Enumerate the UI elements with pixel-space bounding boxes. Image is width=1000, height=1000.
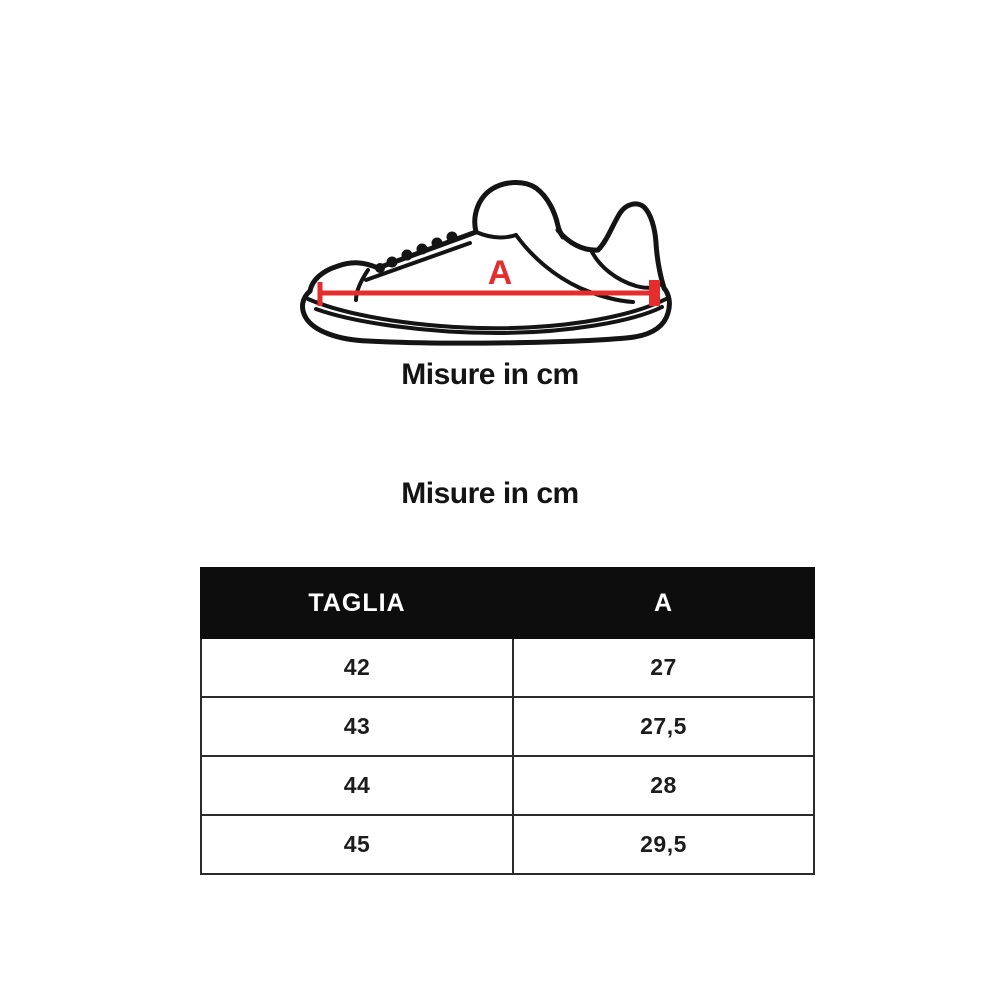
- column-header-a: A: [513, 568, 814, 638]
- shoe-diagram-svg: [290, 160, 690, 360]
- shoe-caption: Misure in cm: [401, 358, 579, 391]
- table-row: [201, 638, 814, 697]
- cell-taglia: 43: [201, 697, 513, 756]
- column-header-taglia: TAGLIA: [201, 568, 513, 638]
- cell-a: 27,5: [513, 697, 814, 756]
- cell-a: 27: [513, 638, 814, 697]
- cell-taglia: 42: [201, 638, 513, 697]
- measurement-arrow: [320, 282, 649, 306]
- shoe-outline: [303, 182, 670, 343]
- table-row: [201, 697, 814, 756]
- cell-a: 29,5: [513, 815, 814, 874]
- shoe-figure: [290, 160, 690, 360]
- table-row: [201, 815, 814, 874]
- cell-a: 28: [513, 756, 814, 815]
- cell-taglia: 45: [201, 815, 513, 874]
- size-table: [200, 567, 815, 875]
- section-title: Misure in cm: [401, 477, 579, 510]
- measurement-label: A: [487, 254, 513, 292]
- measurement-arrow-cap: [649, 280, 660, 306]
- table-header-row: [201, 568, 814, 638]
- size-table-wrap: [200, 567, 815, 875]
- cell-taglia: 44: [201, 756, 513, 815]
- table-row: [201, 756, 814, 815]
